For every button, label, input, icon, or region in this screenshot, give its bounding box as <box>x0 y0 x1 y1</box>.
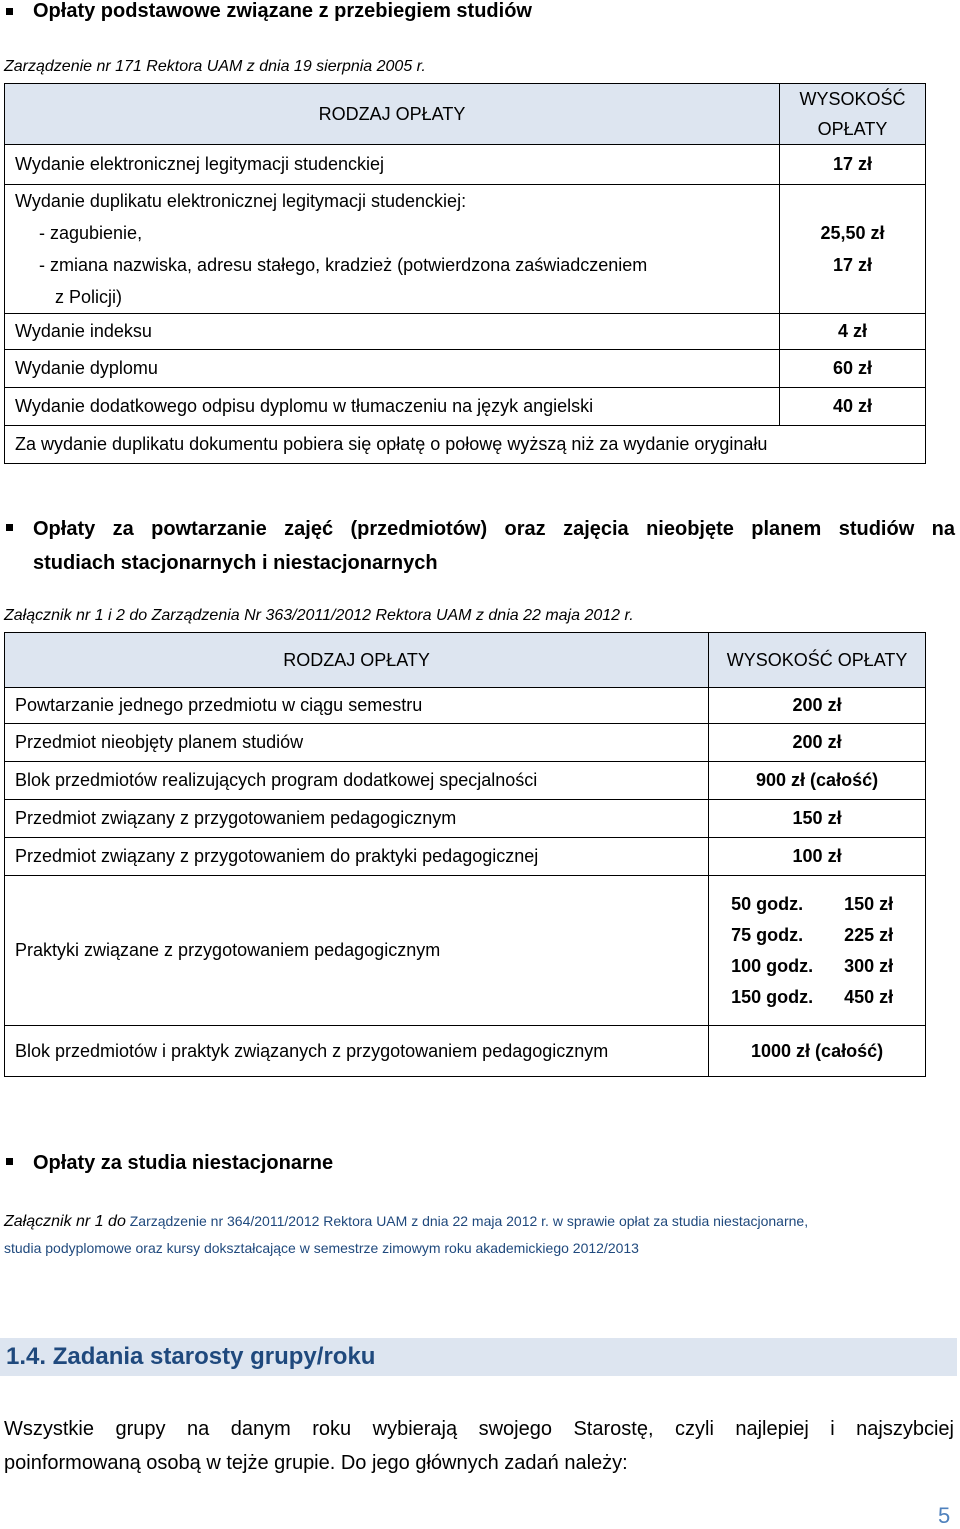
amount-line: 25,50 zł <box>820 223 885 243</box>
row-label: Powtarzanie jednego przedmiotu w ciągu semestru <box>5 688 709 724</box>
section-heading-bar <box>0 1338 957 1376</box>
section2-title <box>33 512 955 580</box>
footer-note: Za wydanie duplikatu dokumentu pobiera się opłatę o połowę wyższą niż za wydanie oryginału <box>5 426 926 464</box>
row-label: Przedmiot nieobjęty planem studiów <box>5 724 709 762</box>
practice-item <box>731 920 915 951</box>
row-label: Blok przedmiotów i praktyk związanych z przygotowaniem pedagogicznym <box>5 1026 709 1077</box>
row-amount: 100 zł <box>709 838 926 876</box>
section2-note: Załącznik nr 1 i 2 do Zarządzenia Nr 363/2011/2012 Rektora UAM z dnia 22 maja 2012 r. <box>4 607 634 624</box>
row-amount: 4 zł <box>780 314 926 350</box>
row-amount: 17 zł <box>780 145 926 185</box>
practice-item <box>731 889 915 920</box>
paragraph-line2: poinformowaną osobą w tejże grupie. Do jego głównych zadań należy: <box>4 1452 628 1474</box>
table-footer-row <box>5 426 926 464</box>
practice-hours: 150 godz. <box>731 986 814 1007</box>
section4-paragraph <box>4 1412 954 1480</box>
practice-hours: 75 godz. <box>731 924 804 945</box>
practice-price: 300 zł <box>844 955 894 976</box>
practice-amounts <box>709 876 926 1026</box>
row-amount: 900 zł (całość) <box>709 762 926 800</box>
row-amount: 200 zł <box>709 724 926 762</box>
practice-price: 450 zł <box>844 986 894 1007</box>
table-row <box>5 314 926 350</box>
row-label-line: z Policji) <box>55 287 123 307</box>
row-amount <box>780 185 926 314</box>
header-amount-line1: WYSOKOŚĆ <box>799 89 906 109</box>
table-row <box>5 762 926 800</box>
section1-title: Opłaty podstawowe związane z przebiegiem studiów <box>33 0 532 22</box>
practice-item <box>731 951 915 982</box>
table-row <box>5 838 926 876</box>
practice-price: 225 zł <box>844 924 894 945</box>
section3-note <box>4 1208 954 1262</box>
section1-note: Zarządzenie nr 171 Rektora UAM z dnia 19 sierpnia 2005 r. <box>4 58 426 75</box>
practice-hours: 50 godz. <box>731 893 804 914</box>
row-label: Wydanie elektronicznej legitymacji studenckiej <box>5 145 780 185</box>
bullet-icon <box>6 524 13 531</box>
row-label: Wydanie dodatkowego odpisu dyplomu w tłumaczeniu na język angielski <box>5 388 780 426</box>
row-label-line: - zmiana nazwiska, adresu stałego, kradzież (potwierdzona zaświadczeniem <box>39 255 648 275</box>
table-row <box>5 350 926 388</box>
page-number: 5 <box>938 1503 951 1528</box>
row-label: Wydanie dyplomu <box>5 350 780 388</box>
section2-title-line2: studiach stacjonarnych i niestacjonarnych <box>33 552 438 574</box>
practice-item <box>731 982 915 1013</box>
header-amount: WYSOKOŚĆ OPŁATY <box>709 633 926 688</box>
table-row <box>5 800 926 838</box>
header-amount-line2: OPŁATY <box>817 119 888 139</box>
row-amount: 200 zł <box>709 688 926 724</box>
table-row <box>5 1026 926 1077</box>
header-type: RODZAJ OPŁATY <box>5 633 709 688</box>
row-amount: 1000 zł (całość) <box>709 1026 926 1077</box>
regulation-link-cont[interactable]: studia podyplomowe oraz kursy dokształcające w semestrze zimowym roku akademickiego 2012/2013 <box>4 1240 639 1256</box>
row-label: Praktyki związane z przygotowaniem pedagogicznym <box>5 876 709 1026</box>
paragraph-line1: Wszystkie grupy na danym roku wybierają swojego Starostę, czyli najlepiej i najszybciej <box>4 1418 954 1440</box>
row-label: Wydanie indeksu <box>5 314 780 350</box>
section4-heading: 1.4. Zadania starosty grupy/roku <box>6 1343 376 1370</box>
table-row <box>5 724 926 762</box>
regulation-link[interactable]: Zarządzenie nr 364/2011/2012 Rektora UAM z dnia 22 maja 2012 r. w sprawie opłat za studia niestacjonarne, <box>129 1213 809 1229</box>
bullet-icon <box>6 8 13 15</box>
repeat-fees-table <box>4 632 926 1077</box>
row-label-line: Wydanie duplikatu elektronicznej legitymacji studenckiej: <box>15 191 467 211</box>
bullet-icon <box>6 1158 13 1165</box>
header-amount <box>780 84 926 145</box>
basic-fees-table <box>4 83 926 464</box>
table-row <box>5 388 926 426</box>
note-prefix: Załącznik nr 1 do <box>4 1213 126 1230</box>
practice-price: 150 zł <box>844 893 894 914</box>
table-row <box>5 185 926 314</box>
row-amount: 60 zł <box>780 350 926 388</box>
row-label: Przedmiot związany z przygotowaniem do praktyki pedagogicznej <box>5 838 709 876</box>
row-label-line: - zagubienie, <box>39 223 143 243</box>
section2-title-line1: Opłaty za powtarzanie zajęć (przedmiotów) oraz zajęcia nieobjęte planem studiów na <box>33 518 955 540</box>
amount-line: 17 zł <box>832 255 873 275</box>
table-row <box>5 145 926 185</box>
row-label <box>5 185 780 314</box>
practice-hours: 100 godz. <box>731 955 814 976</box>
table-row <box>5 876 926 1026</box>
section3-note-line1 <box>4 1208 954 1235</box>
row-label: Przedmiot związany z przygotowaniem pedagogicznym <box>5 800 709 838</box>
header-type: RODZAJ OPŁATY <box>5 84 780 145</box>
row-label: Blok przedmiotów realizujących program dodatkowej specjalności <box>5 762 709 800</box>
row-amount: 40 zł <box>780 388 926 426</box>
section3-title: Opłaty za studia niestacjonarne <box>33 1152 334 1174</box>
table-row <box>5 688 926 724</box>
row-amount: 150 zł <box>709 800 926 838</box>
